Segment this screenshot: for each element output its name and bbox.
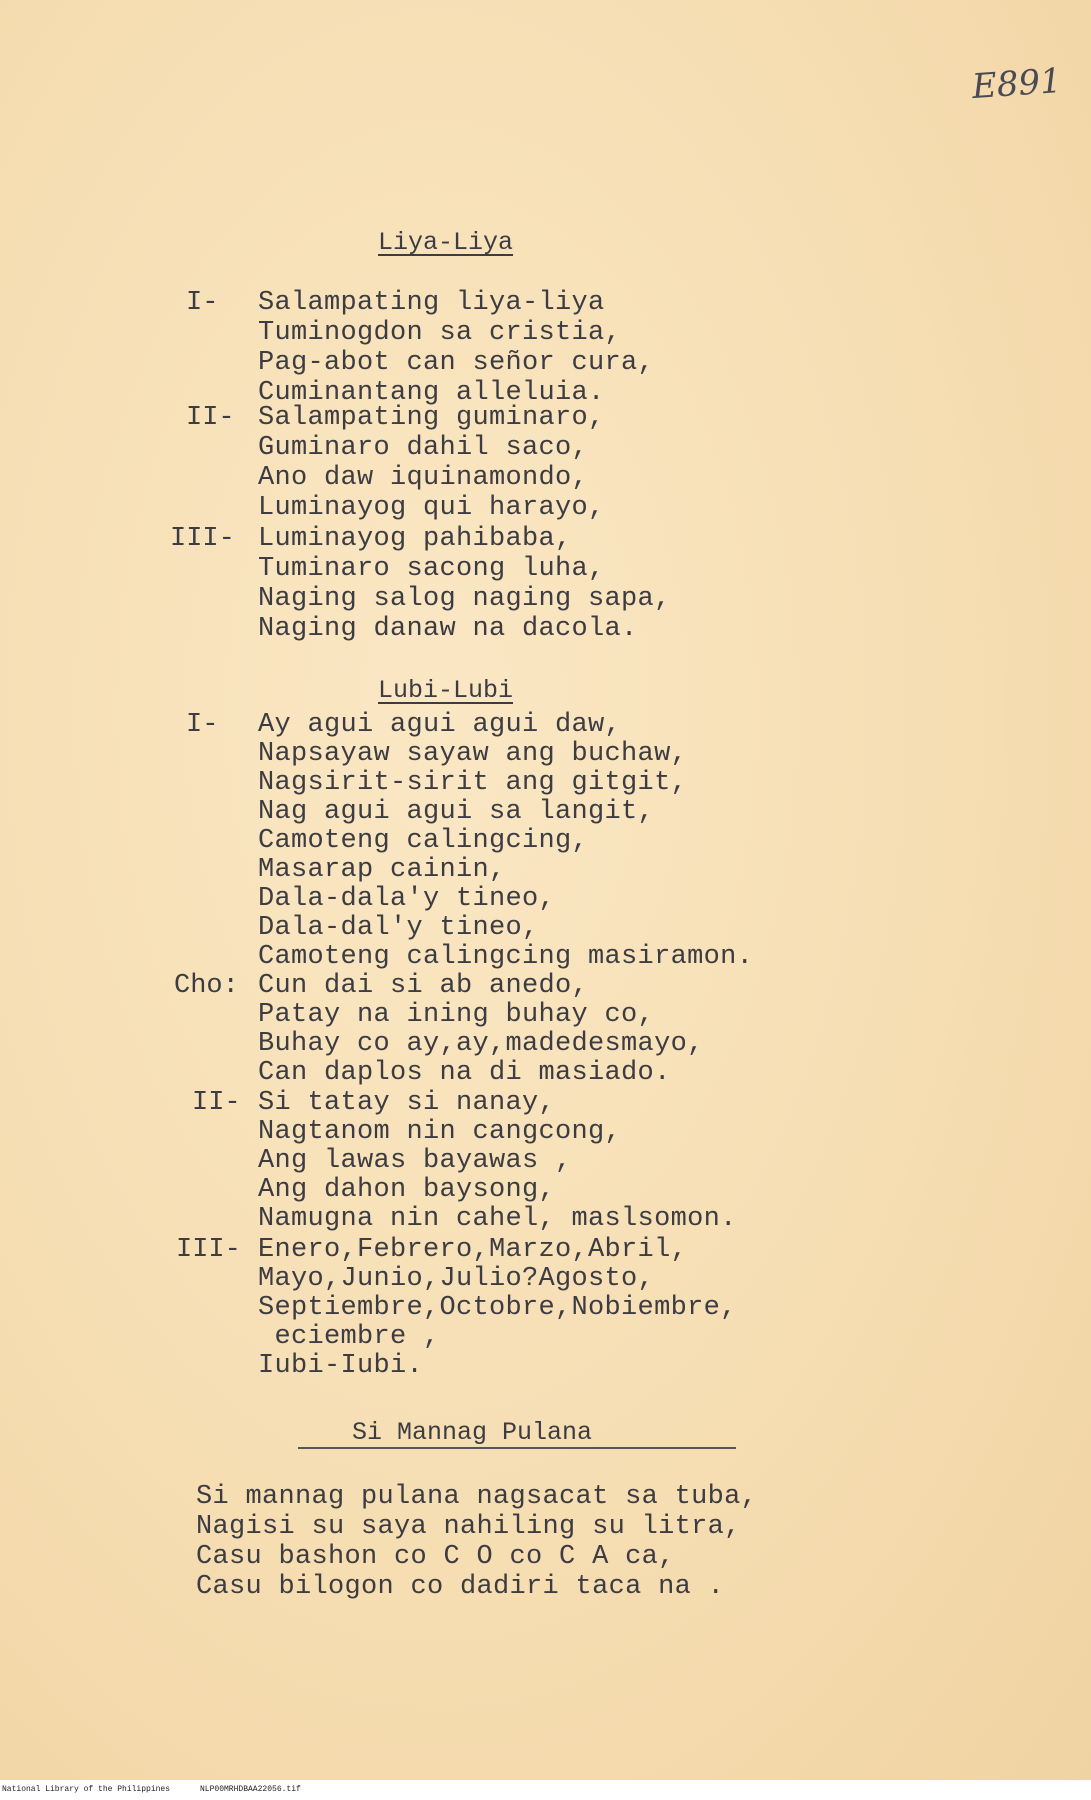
verse-line: Casu bashon co C O co C A ca, [196, 1542, 675, 1572]
verse-line: Namugna nin cahel, maslsomon. [258, 1204, 737, 1234]
verse-line: Enero,Febrero,Marzo,Abril, [258, 1235, 688, 1265]
verse-line: Guminaro dahil saco, [258, 433, 589, 463]
verse-line: Si tatay si nanay, [258, 1088, 556, 1118]
verse-line: Luminayog pahibaba, [258, 524, 572, 554]
verse-line: Cun dai si ab anedo, [258, 971, 589, 1001]
stanza-label: III- [176, 1235, 241, 1265]
verse-line: Naging danaw na dacola. [258, 614, 638, 644]
verse-line: Iubi-Iubi. [258, 1351, 424, 1381]
verse-line: Camoteng calingcing, [258, 826, 589, 856]
title-underline [298, 1447, 736, 1449]
verse-line: Ang lawas bayawas , [258, 1146, 572, 1176]
verse-line: Mayo,Junio,Julio?Agosto, [258, 1264, 655, 1294]
verse-line: Salampating guminaro, [258, 403, 605, 433]
verse-line: Can daplos na di masiado. [258, 1058, 671, 1088]
stanza-label: I- [186, 288, 219, 318]
verse-line: Pag-abot can señor cura, [258, 348, 655, 378]
stanza-label: III- [170, 524, 235, 554]
poem-title-liya-liya: Liya-Liya [378, 228, 514, 257]
stanza-label: II- [186, 403, 235, 433]
verse-line: Dala-dala'y tineo, [258, 884, 556, 914]
verse-line: Si mannag pulana nagsacat sa tuba, [196, 1482, 758, 1512]
verse-line: eciembre , [258, 1322, 440, 1352]
verse-line: Salampating liya-liya [258, 288, 605, 318]
catalog-number: E891 [970, 60, 1064, 108]
chorus-label: Cho: [174, 971, 239, 1001]
verse-line: Masarap cainin, [258, 855, 506, 885]
footer-file-id: NLP00MRHDBAA22056.tif [200, 1785, 301, 1794]
verse-line: Dala-dal'y tineo, [258, 913, 539, 943]
verse-line: Tuminogdon sa cristia, [258, 318, 622, 348]
poem-title-si-mannag-pulana: Si Mannag Pulana [352, 1418, 593, 1447]
verse-line: Ay agui agui agui daw, [258, 710, 622, 740]
verse-line: Nagsirit-sirit ang gitgit, [258, 768, 688, 798]
stanza-label: II- [192, 1088, 241, 1118]
footer-institution: National Library of the Philippines [2, 1785, 171, 1794]
verse-line: Camoteng calingcing masiramon. [258, 942, 754, 972]
verse-line: Nagtanom nin cangcong, [258, 1117, 622, 1147]
verse-line: Tuminaro sacong luha, [258, 554, 605, 584]
verse-line: Septiembre,Octobre,Nobiembre, [258, 1293, 737, 1323]
verse-line: Luminayog qui harayo, [258, 493, 605, 523]
verse-line: Nagisi su saya nahiling su litra, [196, 1512, 741, 1542]
poem-title-lubi-lubi: Lubi-Lubi [378, 676, 514, 705]
verse-line: Casu bilogon co dadiri taca na . [196, 1572, 725, 1602]
stanza-label: I- [186, 710, 219, 740]
scan-footer [0, 1780, 1091, 1800]
verse-line: Ano daw iquinamondo, [258, 463, 589, 493]
verse-line: Cuminantang alleluia. [258, 378, 605, 408]
verse-line: Naging salog naging sapa, [258, 584, 671, 614]
verse-line: Patay na ining buhay co, [258, 1000, 655, 1030]
verse-line: Buhay co ay,ay,madedesmayo, [258, 1029, 704, 1059]
verse-line: Nag agui agui sa langit, [258, 797, 655, 827]
verse-line: Ang dahon baysong, [258, 1175, 556, 1205]
verse-line: Napsayaw sayaw ang buchaw, [258, 739, 688, 769]
